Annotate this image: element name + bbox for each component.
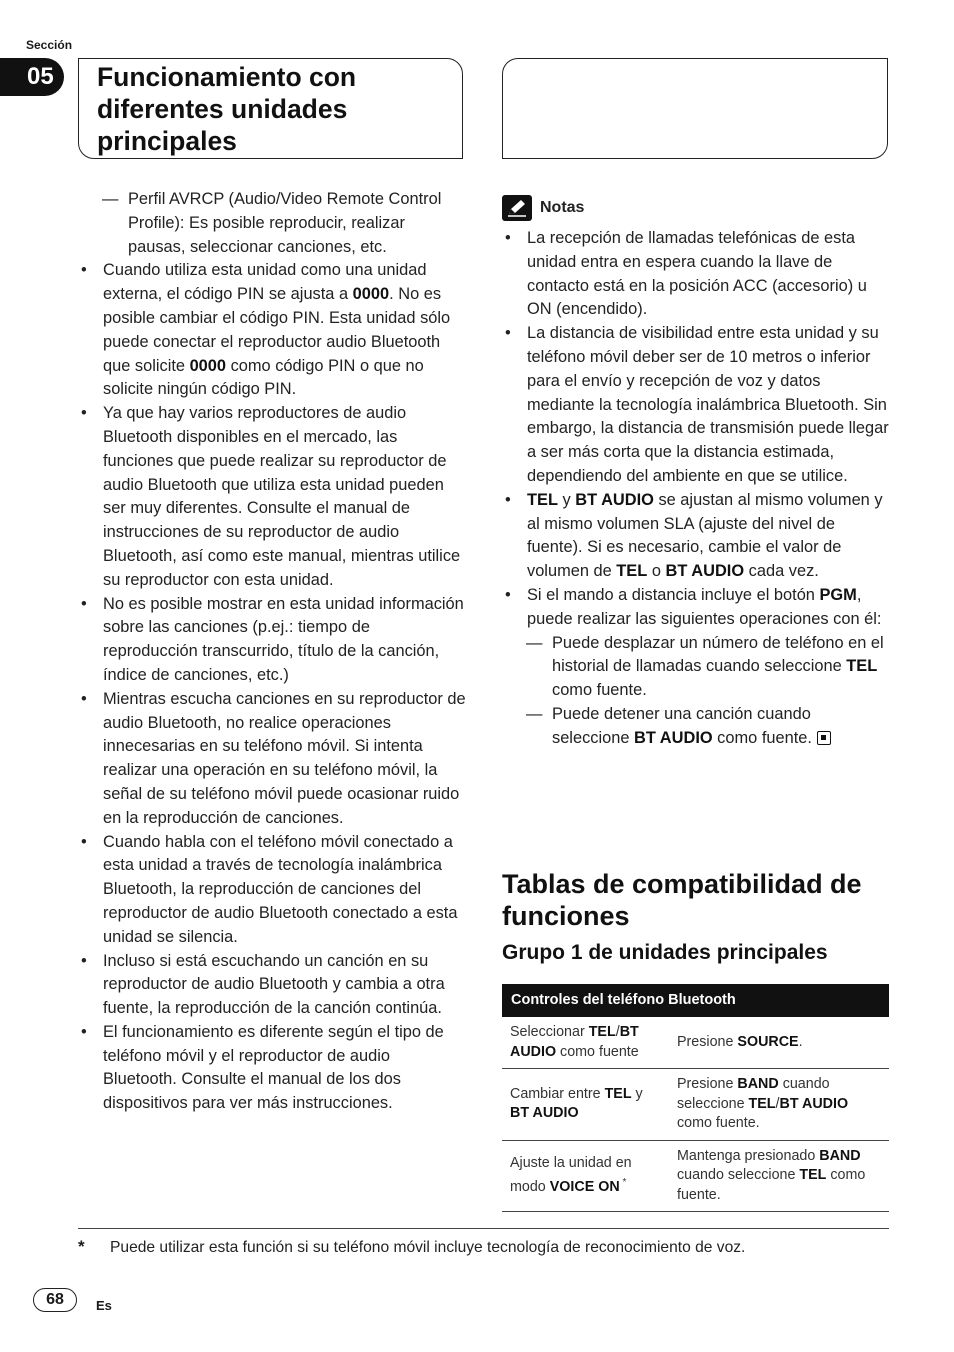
bold-term: BT AUDIO	[575, 490, 654, 509]
bold-term: SOURCE	[737, 1033, 799, 1050]
end-of-section-icon	[817, 731, 831, 745]
bold-term: BT AUDIO	[510, 1105, 579, 1122]
chapter-title	[97, 61, 462, 157]
dash-marker: —	[526, 633, 543, 652]
footnote-divider	[78, 1228, 889, 1229]
control-action-cell: Ajuste la unidad en modo VOICE ON *	[502, 1140, 669, 1212]
page-number: 68	[33, 1288, 77, 1312]
notes-heading: Notas	[540, 199, 585, 217]
chapter-title-line-3: principales	[97, 126, 237, 156]
bold-term: BT AUDIO	[665, 562, 745, 581]
bold-term: TEL	[616, 562, 648, 581]
note-dash-item: — Puede detener una canción cuando seleccione BT AUDIO como fuente.	[502, 703, 892, 751]
bold-term: BT AUDIO	[510, 1024, 639, 1060]
controls-table-wrap	[502, 984, 889, 1212]
dash-marker: —	[526, 704, 543, 723]
left-bullet-item: • Incluso si está escuchando un canción en su reproductor de audio Bluetooth y cambia a otra fuente, la reproducción de la canción continúa.	[78, 950, 466, 1021]
section-number-badge: 05	[0, 58, 64, 96]
left-bullet-item: • El funcionamiento es diferente según el tipo de teléfono móvil y el reproductor de audio Bluetooth. Consulte el manual de los dos dispositivos para ver más instrucciones.	[78, 1021, 466, 1116]
bold-term: BAND	[819, 1147, 861, 1164]
table-header: Controles del teléfono Bluetooth	[502, 984, 889, 1017]
header-right-box	[502, 58, 888, 159]
bold-term: TEL	[799, 1167, 827, 1183]
note-bullet-item: • La distancia de visibilidad entre esta unidad y su teléfono móvil deber ser de 10 metros o inferior para el envío y recepción de voz y datos mediante la tecnología inalámbrica Bluetooth. Sin embargo, la distancia de transmisión puede llegar a ser más corta que la distancia estimada, dependiendo del ambiente en que se utilice.	[502, 322, 892, 489]
section-title: Tablas de compatibilidad de funciones	[502, 869, 862, 931]
notes-list	[502, 227, 892, 751]
left-dash-item: — Perfil AVRCP (Audio/Video Remote Control Profile): Es posible reproducir, realizar pausas, seleccionar canciones, etc.	[102, 190, 442, 256]
left-bullet-item: • No es posible mostrar en esta unidad información sobre las canciones (p.ej.: tiempo de reproducción transcurrido, título de la canción, índice de canciones, etc.)	[78, 593, 466, 688]
note-bullet-item: • Si el mando a distancia incluye el botón PGM, puede realizar las siguientes operaciones con él:	[502, 584, 892, 632]
left-bullet-item: • Mientras escucha canciones en su reproductor de audio Bluetooth, no realice operaciones innecesarias en su teléfono móvil. Si intenta realizar una operación en su teléfono móvil, la señal de su teléfono móvil puede ocasionar ruido en la reproducción de canciones.	[78, 688, 466, 831]
bold-term: PGM	[819, 585, 857, 604]
bold-term: 0000	[352, 285, 390, 304]
left-bullet-item: • Ya que hay varios reproductores de audio Bluetooth disponibles en el mercado, las funciones que puede realizar su reproductor de audio Bluetooth que utiliza esta unidad pueden ser muy diferentes. Consulte el manual de instrucciones de su reproductor de audio Bluetooth, así como este manual, mientras utilice su reproductor con esta unidad.	[78, 402, 466, 592]
section-label: Sección	[26, 38, 73, 52]
chapter-title-line-1: Funcionamiento con	[97, 62, 357, 92]
notes-header	[502, 195, 892, 221]
bold-term: TEL	[846, 657, 878, 676]
notes-section	[502, 195, 892, 751]
footnote-text: Puede utilizar esta función si su teléfono móvil incluye tecnología de reconocimiento de voz.	[110, 1239, 746, 1256]
left-bullet-item: • Cuando habla con el teléfono móvil conectado a esta unidad a través de tecnología inalámbrica Bluetooth, la reproducción de canciones del reproductor de audio Bluetooth conectado a esta unidad se silencia.	[78, 831, 466, 950]
section-subtitle: Grupo 1 de unidades principales	[502, 941, 828, 964]
table-row	[502, 1069, 889, 1141]
bold-term: TEL	[527, 490, 558, 509]
bold-term: BT AUDIO	[634, 728, 713, 747]
pencil-icon	[502, 195, 532, 221]
left-column	[78, 188, 466, 1116]
bold-term: BT AUDIO	[779, 1095, 849, 1112]
bold-term: TEL	[748, 1095, 776, 1112]
chapter-title-box	[78, 58, 463, 159]
bold-term: 0000	[189, 356, 227, 375]
bold-term: VOICE ON	[549, 1179, 620, 1196]
language-code: Es	[96, 1298, 112, 1313]
dash-marker: —	[102, 190, 119, 208]
chapter-title-line-2: diferentes unidades	[97, 94, 348, 124]
bold-term: BAND	[737, 1076, 779, 1092]
left-bullet-item: • Cuando utiliza esta unidad como una unidad externa, el código PIN se ajusta a 0000. No es posible cambiar el código PIN. Esta unidad sólo puede conectar el reproductor audio Bluetooth que solicite 0000 como código PIN o que no solicite ningún código PIN.	[78, 259, 466, 402]
note-bullet-item: • TEL y BT AUDIO se ajustan al mismo volumen y al mismo volumen SLA (ajuste del nivel de fuente). Si es necesario, cambie el valor de volumen de TEL o BT AUDIO cada vez.	[502, 489, 892, 584]
bold-term: TEL	[604, 1085, 632, 1102]
control-operation-cell: Presione SOURCE.	[669, 1017, 889, 1069]
bold-term: TEL	[588, 1024, 616, 1040]
table-row	[502, 1140, 889, 1212]
note-dash-item: — Puede desplazar un número de teléfono en el historial de llamadas cuando seleccione TEL como fuente.	[526, 633, 884, 700]
note-bullet-item: • La recepción de llamadas telefónicas de esta unidad entra en espera cuando la llave de contacto está en la posición ACC (accesorio) u ON (encendido).	[502, 227, 892, 322]
control-action-cell: Seleccionar TEL/BT AUDIO como fuente	[502, 1017, 669, 1069]
control-action-cell: Cambiar entre TEL y BT AUDIO	[502, 1069, 669, 1141]
table-row	[502, 1017, 889, 1069]
controls-table	[502, 984, 889, 1212]
control-operation-cell: Presione BAND cuando seleccione TEL/BT AUDIO como fuente.	[669, 1069, 889, 1141]
footnote-marker: *	[78, 1237, 85, 1256]
control-operation-cell: Mantenga presionado BAND cuando seleccione TEL como fuente.	[669, 1140, 889, 1212]
